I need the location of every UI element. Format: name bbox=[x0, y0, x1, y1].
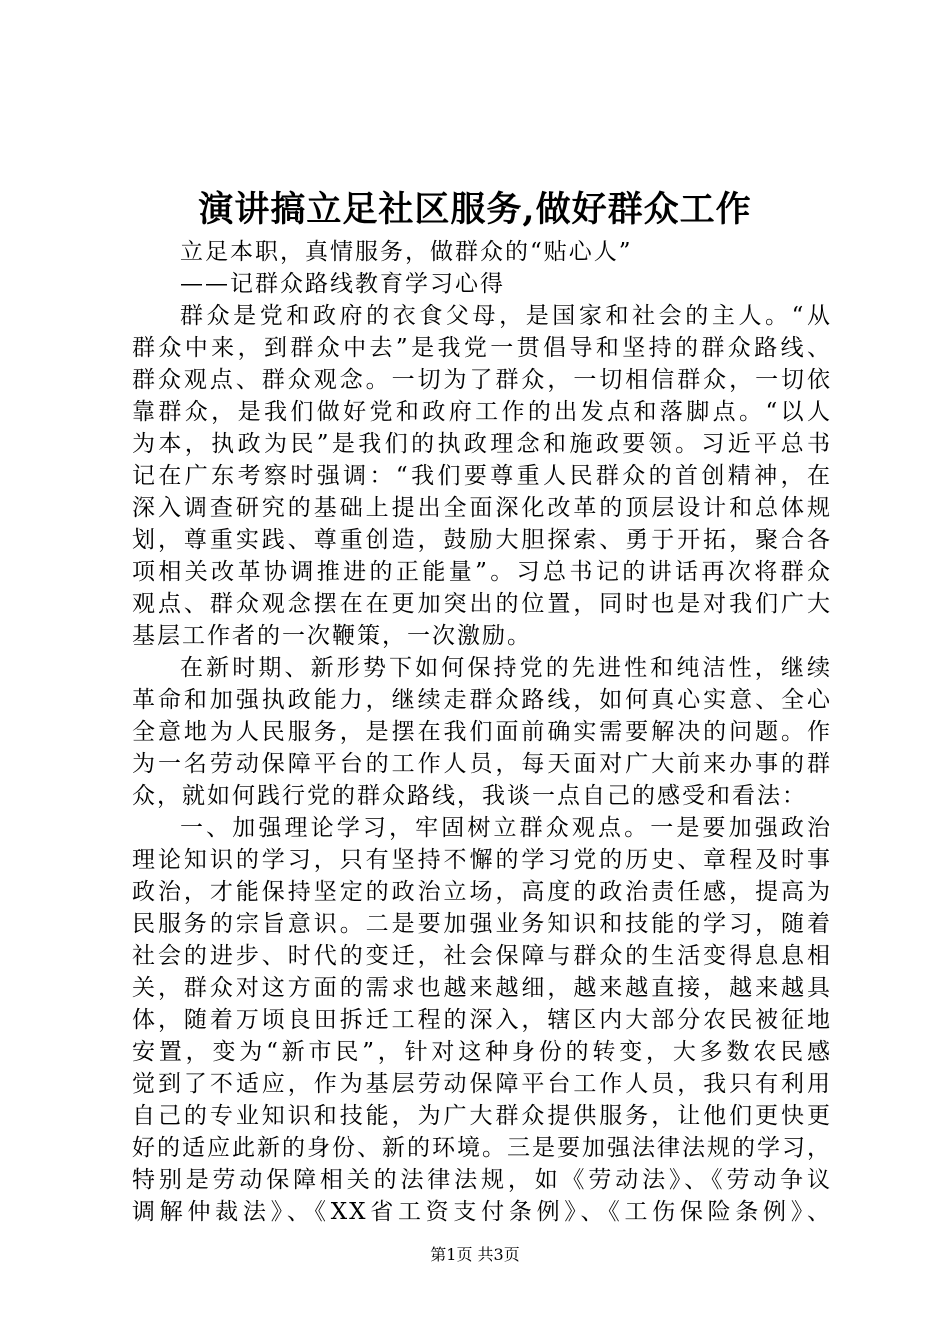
paragraph-line: 项相关改革协调推进的正能量”。习总书记的讲话再次将群众 bbox=[132, 559, 832, 585]
subtitle-line: ——记群众路线教育学习心得 bbox=[180, 271, 505, 297]
paragraph-line: 在新时期、新形势下如何保持党的先进性和纯洁性，继续 bbox=[180, 655, 832, 681]
page-indicator: 第1页 共3页 bbox=[430, 1245, 520, 1264]
subtitle-line: 立足本职，真情服务，做群众的“贴心人” bbox=[180, 239, 633, 265]
document-title: 演讲搞立足社区服务,做好群众工作 bbox=[198, 189, 752, 230]
paragraph-line: 记在广东考察时强调：“我们要尊重人民群众的首创精神，在 bbox=[132, 463, 832, 489]
paragraph-line: 社会的进步、时代的变迁，社会保障与群众的生活变得息息相 bbox=[132, 943, 832, 969]
paragraph-line: 理论知识的学习，只有坚持不懈的学习党的历史、章程及时事 bbox=[132, 847, 832, 873]
paragraph-line: 基层工作者的一次鞭策，一次激励。 bbox=[132, 623, 532, 649]
paragraph-line: 革命和加强执政能力，继续走群众路线，如何真心实意、全心 bbox=[132, 687, 832, 713]
document-body bbox=[132, 236, 832, 1228]
paragraph-line: 为本，执政为民”是我们的执政理念和施政要领。习近平总书 bbox=[132, 431, 832, 457]
paragraph-line: 群众中来，到群众中去”是我党一贯倡导和坚持的群众路线、 bbox=[132, 335, 832, 361]
paragraph-line: 特别是劳动保障相关的法律法规，如《劳动法》、《劳动争议 bbox=[132, 1167, 832, 1193]
paragraph-line: 自己的专业知识和技能，为广大群众提供服务，让他们更快更 bbox=[132, 1103, 832, 1129]
paragraph-line: 关，群众对这方面的需求也越来越细，越来越直接，越来越具 bbox=[132, 975, 832, 1001]
paragraph-line: 群众是党和政府的衣食父母，是国家和社会的主人。“从 bbox=[180, 303, 832, 329]
paragraph-line: 众，就如何践行党的群众路线，我谈一点自己的感受和看法： bbox=[132, 783, 807, 809]
paragraph-line: 深入调查研究的基础上提出全面深化改革的顶层设计和总体规 bbox=[132, 495, 832, 521]
paragraph-line: 靠群众，是我们做好党和政府工作的出发点和落脚点。“以人 bbox=[132, 399, 832, 425]
paragraph-line: 调解仲裁法》、《XX省工资支付条例》、《工伤保险条例》、 bbox=[132, 1199, 832, 1225]
paragraph-line: 政治，才能保持坚定的政治立场，高度的政治责任感，提高为 bbox=[132, 879, 832, 905]
paragraph-line: 全意地为人民服务，是摆在我们面前确实需要解决的问题。作 bbox=[132, 719, 832, 745]
paragraph-line: 好的适应此新的身份、新的环境。三是要加强法律法规的学习， bbox=[132, 1135, 832, 1161]
paragraph-line: 观点、群众观念摆在在更加突出的位置，同时也是对我们广大 bbox=[132, 591, 832, 617]
paragraph-line: 民服务的宗旨意识。二是要加强业务知识和技能的学习，随着 bbox=[132, 911, 832, 937]
paragraph-line: 为一名劳动保障平台的工作人员，每天面对广大前来办事的群 bbox=[132, 751, 832, 777]
paragraph-line: 划，尊重实践、尊重创造，鼓励大胆探索、勇于开拓，聚合各 bbox=[132, 527, 832, 553]
paragraph-line: 安置，变为“新市民”，针对这种身份的转变，大多数农民感 bbox=[132, 1039, 832, 1065]
paragraph-line: 觉到了不适应，作为基层劳动保障平台工作人员，我只有利用 bbox=[132, 1071, 832, 1097]
paragraph-line: 一、加强理论学习，牢固树立群众观点。一是要加强政治 bbox=[180, 815, 832, 841]
paragraph-line: 体，随着万顷良田拆迁工程的深入，辖区内大部分农民被征地 bbox=[132, 1007, 832, 1033]
paragraph-line: 群众观点、群众观念。一切为了群众，一切相信群众，一切依 bbox=[132, 367, 832, 393]
